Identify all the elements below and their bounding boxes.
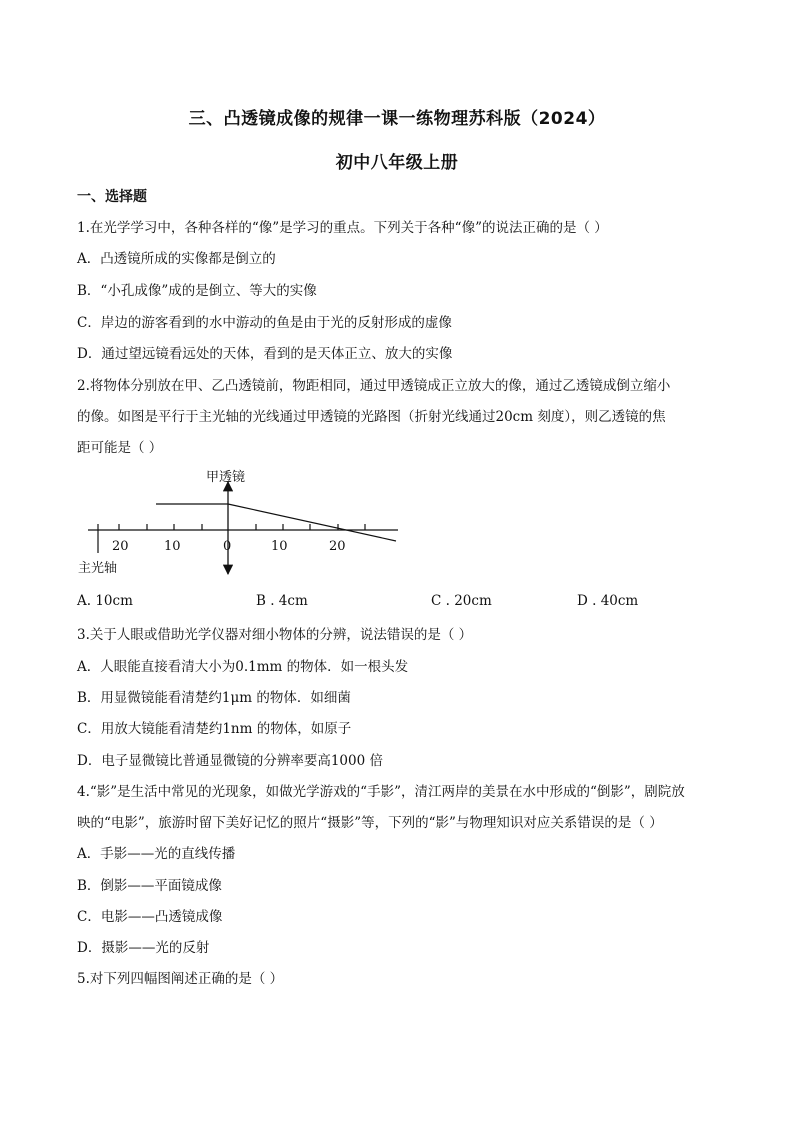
tick-label: 20 <box>112 539 129 554</box>
lens-ray-diagram <box>70 462 410 582</box>
lens-label: 甲透镜 <box>206 470 246 485</box>
q2-stem-line3: 距可能是（ ） <box>77 440 163 456</box>
tick-label: 10 <box>271 539 288 554</box>
q2-stem-line2: 的像。如图是平行于主光轴的光线通过甲透镜的光路图（折射光线通过20cm 刻度），则乙透镜的焦 <box>77 409 666 425</box>
q2-option-a: A. 10cm <box>77 593 133 609</box>
q3-stem: 3.关于人眼或借助光学仪器对细小物体的分辨，说法错误的是（ ） <box>77 627 473 643</box>
tick-label: 20 <box>329 539 346 554</box>
q2-option-d: D . 40cm <box>577 593 639 609</box>
q1-option-d: D．通过望远镜看远处的天体，看到的是天体正立、放大的实像 <box>77 346 453 362</box>
q4-stem-line2: 映的“电影”，旅游时留下美好记忆的照片“摄影”等，下列的“影”与物理知识对应关系错误的是（ ） <box>77 815 663 831</box>
document-subtitle: 初中八年级上册 <box>335 153 459 173</box>
axis-label: 主光轴 <box>78 561 118 576</box>
q1-option-a: A．凸透镜所成的实像都是倒立的 <box>77 251 276 267</box>
q4-option-d: D．摄影——光的反射 <box>77 940 210 956</box>
document-title: 三、凸透镜成像的规律一课一练物理苏科版（2024） <box>188 109 606 129</box>
q2-stem-line1: 2.将物体分别放在甲、乙凸透镜前，物距相同，通过甲透镜成正立放大的像，通过乙透镜成倒立缩小 <box>77 378 671 394</box>
q3-option-c: C．用放大镜能看清楚约1nm 的物体，如原子 <box>77 721 352 737</box>
q1-option-c: C．岸边的游客看到的水中游动的鱼是由于光的反射形成的虚像 <box>77 315 452 331</box>
tick-label: 0 <box>223 539 232 554</box>
tick-label: 10 <box>164 539 181 554</box>
q4-option-c: C．电影——凸透镜成像 <box>77 909 223 925</box>
q4-stem-line1: 4.“影”是生活中常见的光现象，如做光学游戏的“手影”，清江两岸的美景在水中形成的“倒影”，剧院放 <box>77 784 685 800</box>
q3-option-a: A．人眼能直接看清大小为0.1mm 的物体．如一根头发 <box>77 659 409 675</box>
q5-stem: 5.对下列四幅图阐述正确的是（ ） <box>77 971 284 987</box>
refracted-ray <box>228 504 396 541</box>
q3-option-b: B．用显微镜能看清楚约1μm 的物体．如细菌 <box>77 690 351 706</box>
q4-option-b: B．倒影——平面镜成像 <box>77 878 222 894</box>
q1-stem: 1.在光学学习中，各种各样的“像”是学习的重点。下列关于各种“像”的说法正确的是（ ） <box>77 220 608 236</box>
q1-option-b: B．“小孔成像”成的是倒立、等大的实像 <box>77 283 317 299</box>
q2-option-b: B . 4cm <box>256 593 308 609</box>
q3-option-d: D．电子显微镜比普通显微镜的分辨率要高1000 倍 <box>77 753 383 769</box>
q2-option-c: C . 20cm <box>431 593 492 609</box>
section-heading: 一、选择题 <box>77 189 147 205</box>
axis-ticks <box>98 524 365 553</box>
q4-option-a: A．手影——光的直线传播 <box>77 846 236 862</box>
